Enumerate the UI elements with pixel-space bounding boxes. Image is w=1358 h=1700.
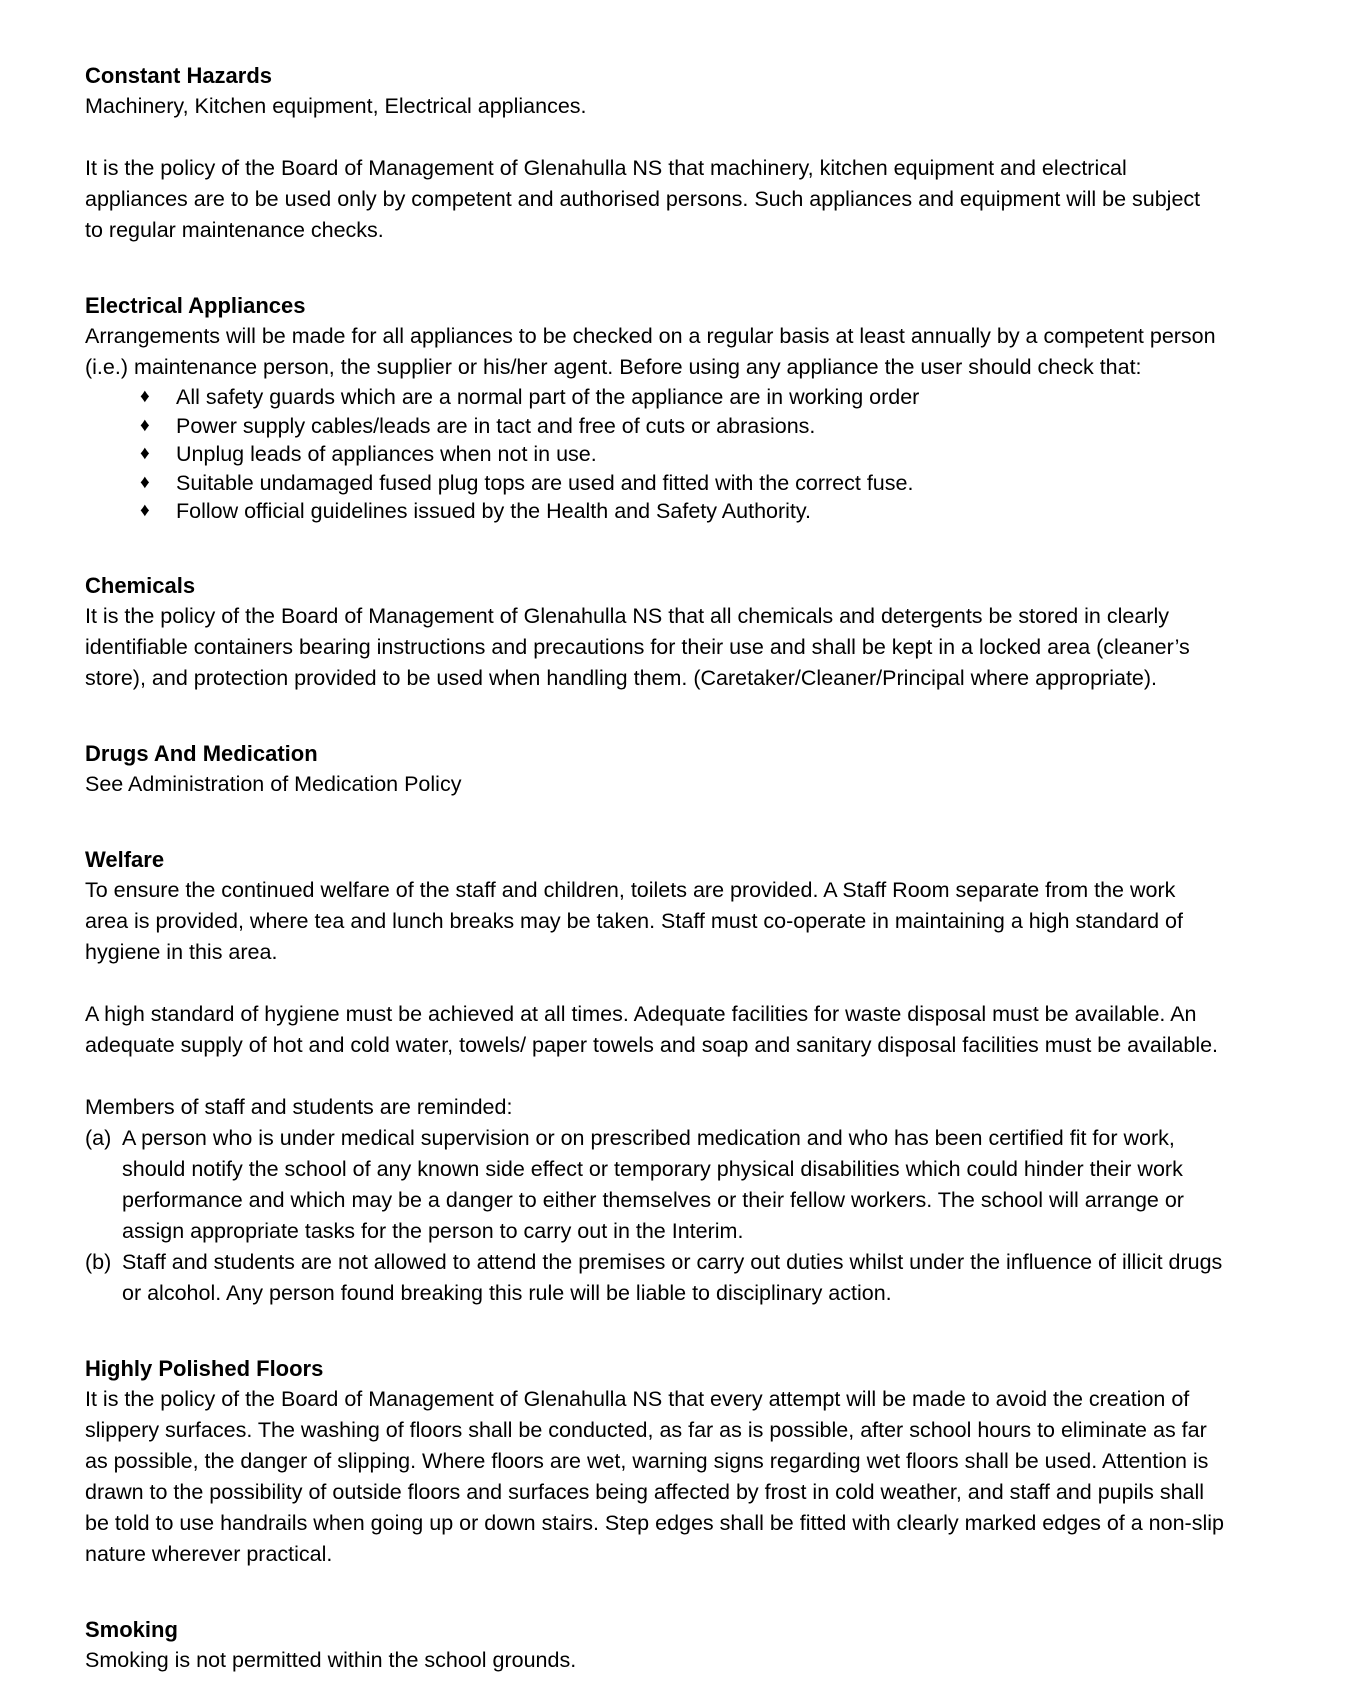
paragraph: Machinery, Kitchen equipment, Electrical appliances. bbox=[85, 94, 587, 118]
paragraph: Smoking is not permitted within the school grounds. bbox=[85, 1647, 577, 1672]
bullet-text: Power supply cables/leads are in tact and free of cuts or abrasions. bbox=[176, 413, 816, 438]
list-text: A person who is under medical supervision or on prescribed medication and who has been certified fit for work, should notify the school of any known side effect or temporary physical disabilities which could hinder their work performance and which may be a danger to either themselves or their fellow workers. The school will arrange or assign appropriate tasks for the person to carry out in the Interim. bbox=[122, 1125, 1184, 1243]
bullet-text: Suitable undamaged fused plug tops are used and fitted with the correct fuse. bbox=[176, 470, 914, 495]
diamond-bullet-icon: ♦ bbox=[140, 500, 150, 521]
paragraph: See Administration of Medication Policy bbox=[85, 771, 462, 796]
section-heading: Smoking bbox=[85, 1616, 178, 1642]
diamond-bullet-icon: ♦ bbox=[140, 386, 150, 407]
paragraph: To ensure the continued welfare of the staff and children, toilets are provided. A Staff Room separate from the work area is provided, where tea and lunch breaks may be taken. Staff must co-operate in maintaining a high standard of hygiene in this area. bbox=[85, 877, 1183, 964]
section-highly-polished-floors bbox=[85, 1353, 1224, 1570]
bullet-text: Follow official guidelines issued by the Health and Safety Authority. bbox=[176, 499, 812, 523]
list-item bbox=[85, 1123, 1224, 1247]
paragraph: Members of staff and students are reminded: bbox=[85, 1094, 513, 1119]
paragraph: It is the policy of the Board of Management of Glenahulla NS that all chemicals and detergents be stored in clearly identifiable containers bearing instructions and precautions for their use and shall be kept in a locked area (cleaner’s store), and protection provided to be used when handling them. (Caretaker/Cleaner/Principal where appropriate). bbox=[85, 603, 1190, 690]
bullet-item bbox=[85, 412, 1224, 441]
section-constant-hazards bbox=[85, 60, 1224, 246]
bullet-item bbox=[85, 469, 1224, 498]
section-drugs-and-medication bbox=[85, 738, 1224, 800]
section-electrical-appliances bbox=[85, 290, 1224, 526]
list-label: (b) bbox=[85, 1249, 112, 1274]
paragraph: It is the policy of the Board of Management of Glenahulla NS that machinery, kitchen equipment and electrical appliances are to be used only by competent and authorised persons. Such appliances and equipment will be subject to regular maintenance checks. bbox=[85, 156, 1201, 242]
diamond-bullet-icon: ♦ bbox=[140, 471, 150, 493]
list-label: (a) bbox=[85, 1125, 112, 1150]
paragraph: A high standard of hygiene must be achieved at all times. Adequate facilities for waste disposal must be available. An adequate supply of hot and cold water, towels/ paper towels and soap and sanitary disposal facilities must be available. bbox=[85, 1001, 1219, 1057]
section-heading: Highly Polished Floors bbox=[85, 1355, 324, 1381]
section-chemicals bbox=[85, 570, 1224, 694]
paragraph: It is the policy of the Board of Management of Glenahulla NS that every attempt will be made to avoid the creation of slippery surfaces. The washing of floors shall be conducted, as far as is possible, after school hours to eliminate as far as possible, the danger of slipping. Where floors are wet, warning signs regarding wet floors shall be used. Attention is drawn to the possibility of outside floors and surfaces being affected by frost in cold weather, and staff and pupils shall be told to use handrails when going up or down stairs. Step edges shall be fitted with clearly marked edges of a non-slip nature wherever practical. bbox=[85, 1386, 1224, 1566]
section-heading: Welfare bbox=[85, 846, 165, 872]
bullet-list bbox=[85, 383, 1224, 526]
bullet-text: All safety guards which are a normal part of the appliance are in working order bbox=[176, 385, 920, 409]
diamond-bullet-icon: ♦ bbox=[140, 443, 150, 464]
section-heading: Constant Hazards bbox=[85, 63, 273, 88]
section-heading: Electrical Appliances bbox=[85, 293, 306, 318]
section-welfare bbox=[85, 844, 1224, 1309]
section-smoking bbox=[85, 1614, 1224, 1676]
bullet-item bbox=[85, 497, 1224, 526]
list-item bbox=[85, 1247, 1224, 1309]
bullet-text: Unplug leads of appliances when not in use. bbox=[176, 442, 597, 466]
section-heading: Chemicals bbox=[85, 572, 196, 598]
diamond-bullet-icon: ♦ bbox=[140, 414, 150, 436]
bullet-item bbox=[85, 383, 1224, 412]
section-heading: Drugs And Medication bbox=[85, 740, 318, 766]
lettered-list bbox=[85, 1123, 1224, 1309]
list-text: Staff and students are not allowed to attend the premises or carry out duties whilst under the influence of illicit drugs or alcohol. Any person found breaking this rule will be liable to disciplinary action. bbox=[122, 1249, 1223, 1305]
paragraph: Arrangements will be made for all appliances to be checked on a regular basis at least annually by a competent person (i.e.) maintenance person, the supplier or his/her agent. Before using any appliance the user should check that: bbox=[85, 324, 1216, 379]
bullet-item bbox=[85, 440, 1224, 469]
